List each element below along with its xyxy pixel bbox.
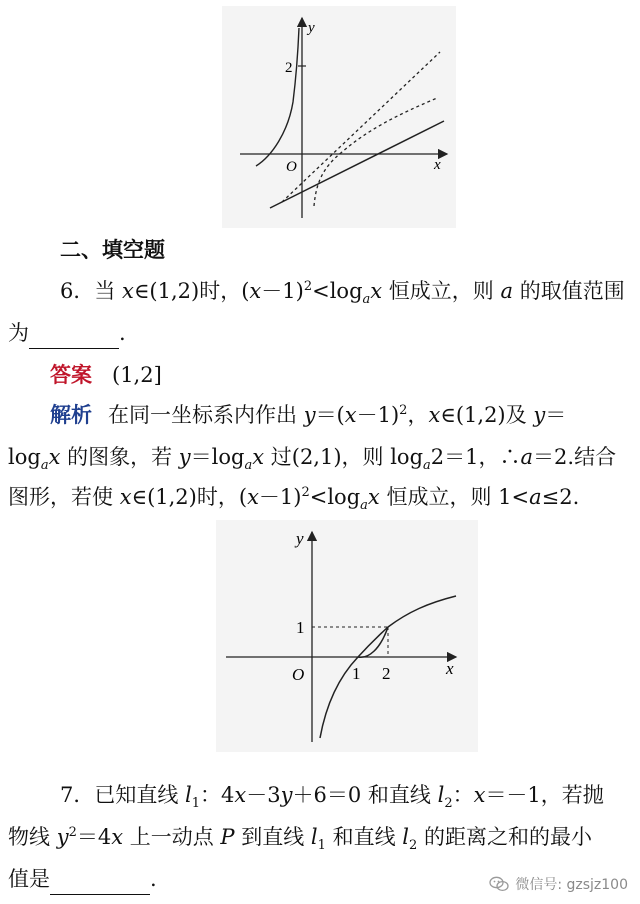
figure-1 (222, 6, 456, 228)
tick-y1-label: 1 (296, 618, 305, 637)
x-axis-label: x (434, 157, 441, 173)
analysis-label: 解析 (50, 402, 92, 427)
curve-left (256, 28, 299, 166)
line-dotted (282, 52, 440, 202)
answer-label: 答案 (50, 362, 92, 387)
q6-answer-blank[interactable] (29, 318, 119, 349)
tick-2-label: 2 (285, 60, 293, 76)
x-axis-label: x (446, 659, 454, 678)
q6-answer-line (50, 360, 162, 390)
q7-text-line-2: 物线 $y^2=4x$ 上一动点 P 到直线 $l_1$ 和直线 $l_2$ 的距离之和的最小 (8, 825, 592, 854)
analysis-line-2: $\log_ax$ 的图象，若 $y=\log_ax$ 过(2,1)，则 $\log_a2=1$，∴a＝2.结合 (8, 445, 617, 474)
q7-answer-blank[interactable] (50, 864, 150, 895)
q7-text-line-3: 值是 . (8, 864, 157, 895)
tick-x2-label: 2 (382, 664, 391, 683)
origin-label: O (286, 159, 297, 175)
answer-value: (1,2] (112, 363, 162, 387)
watermark: 微信号: gzsjz100 (489, 874, 628, 894)
analysis-line-3: 图形，若使 x∈(1,2)时，$(x-1)^2<\log_ax$ 恒成立，则 1<a≤2. (8, 485, 580, 514)
q6-text-line-1: 6．当 x∈(1,2)时，$(x-1)^2<\log_ax$ 恒成立，则 a 的取值范围 (60, 279, 625, 308)
q6-text-line-2: 为 . (8, 318, 126, 349)
tick-x1-label: 1 (352, 664, 361, 683)
wechat-icon (489, 876, 509, 892)
section-title: 二、填空题 (60, 237, 165, 262)
q7-text-line-1: 7．已知直线 $l_1$：4x－3y＋6＝0 和直线 $l_2$：x＝－1，若抛 (60, 783, 604, 812)
origin-label: O (292, 665, 305, 684)
figure-1-graph (222, 6, 456, 228)
analysis-line-1: 解析 在同一坐标系内作出 $y=(x-1)^2$，x∈(1,2)及 y＝ (50, 402, 567, 427)
y-axis-label: y (308, 20, 315, 36)
y-axis-label: y (296, 529, 304, 548)
figure-2 (216, 520, 478, 752)
log-dotted (314, 98, 437, 206)
figure-2-graph (216, 520, 478, 752)
